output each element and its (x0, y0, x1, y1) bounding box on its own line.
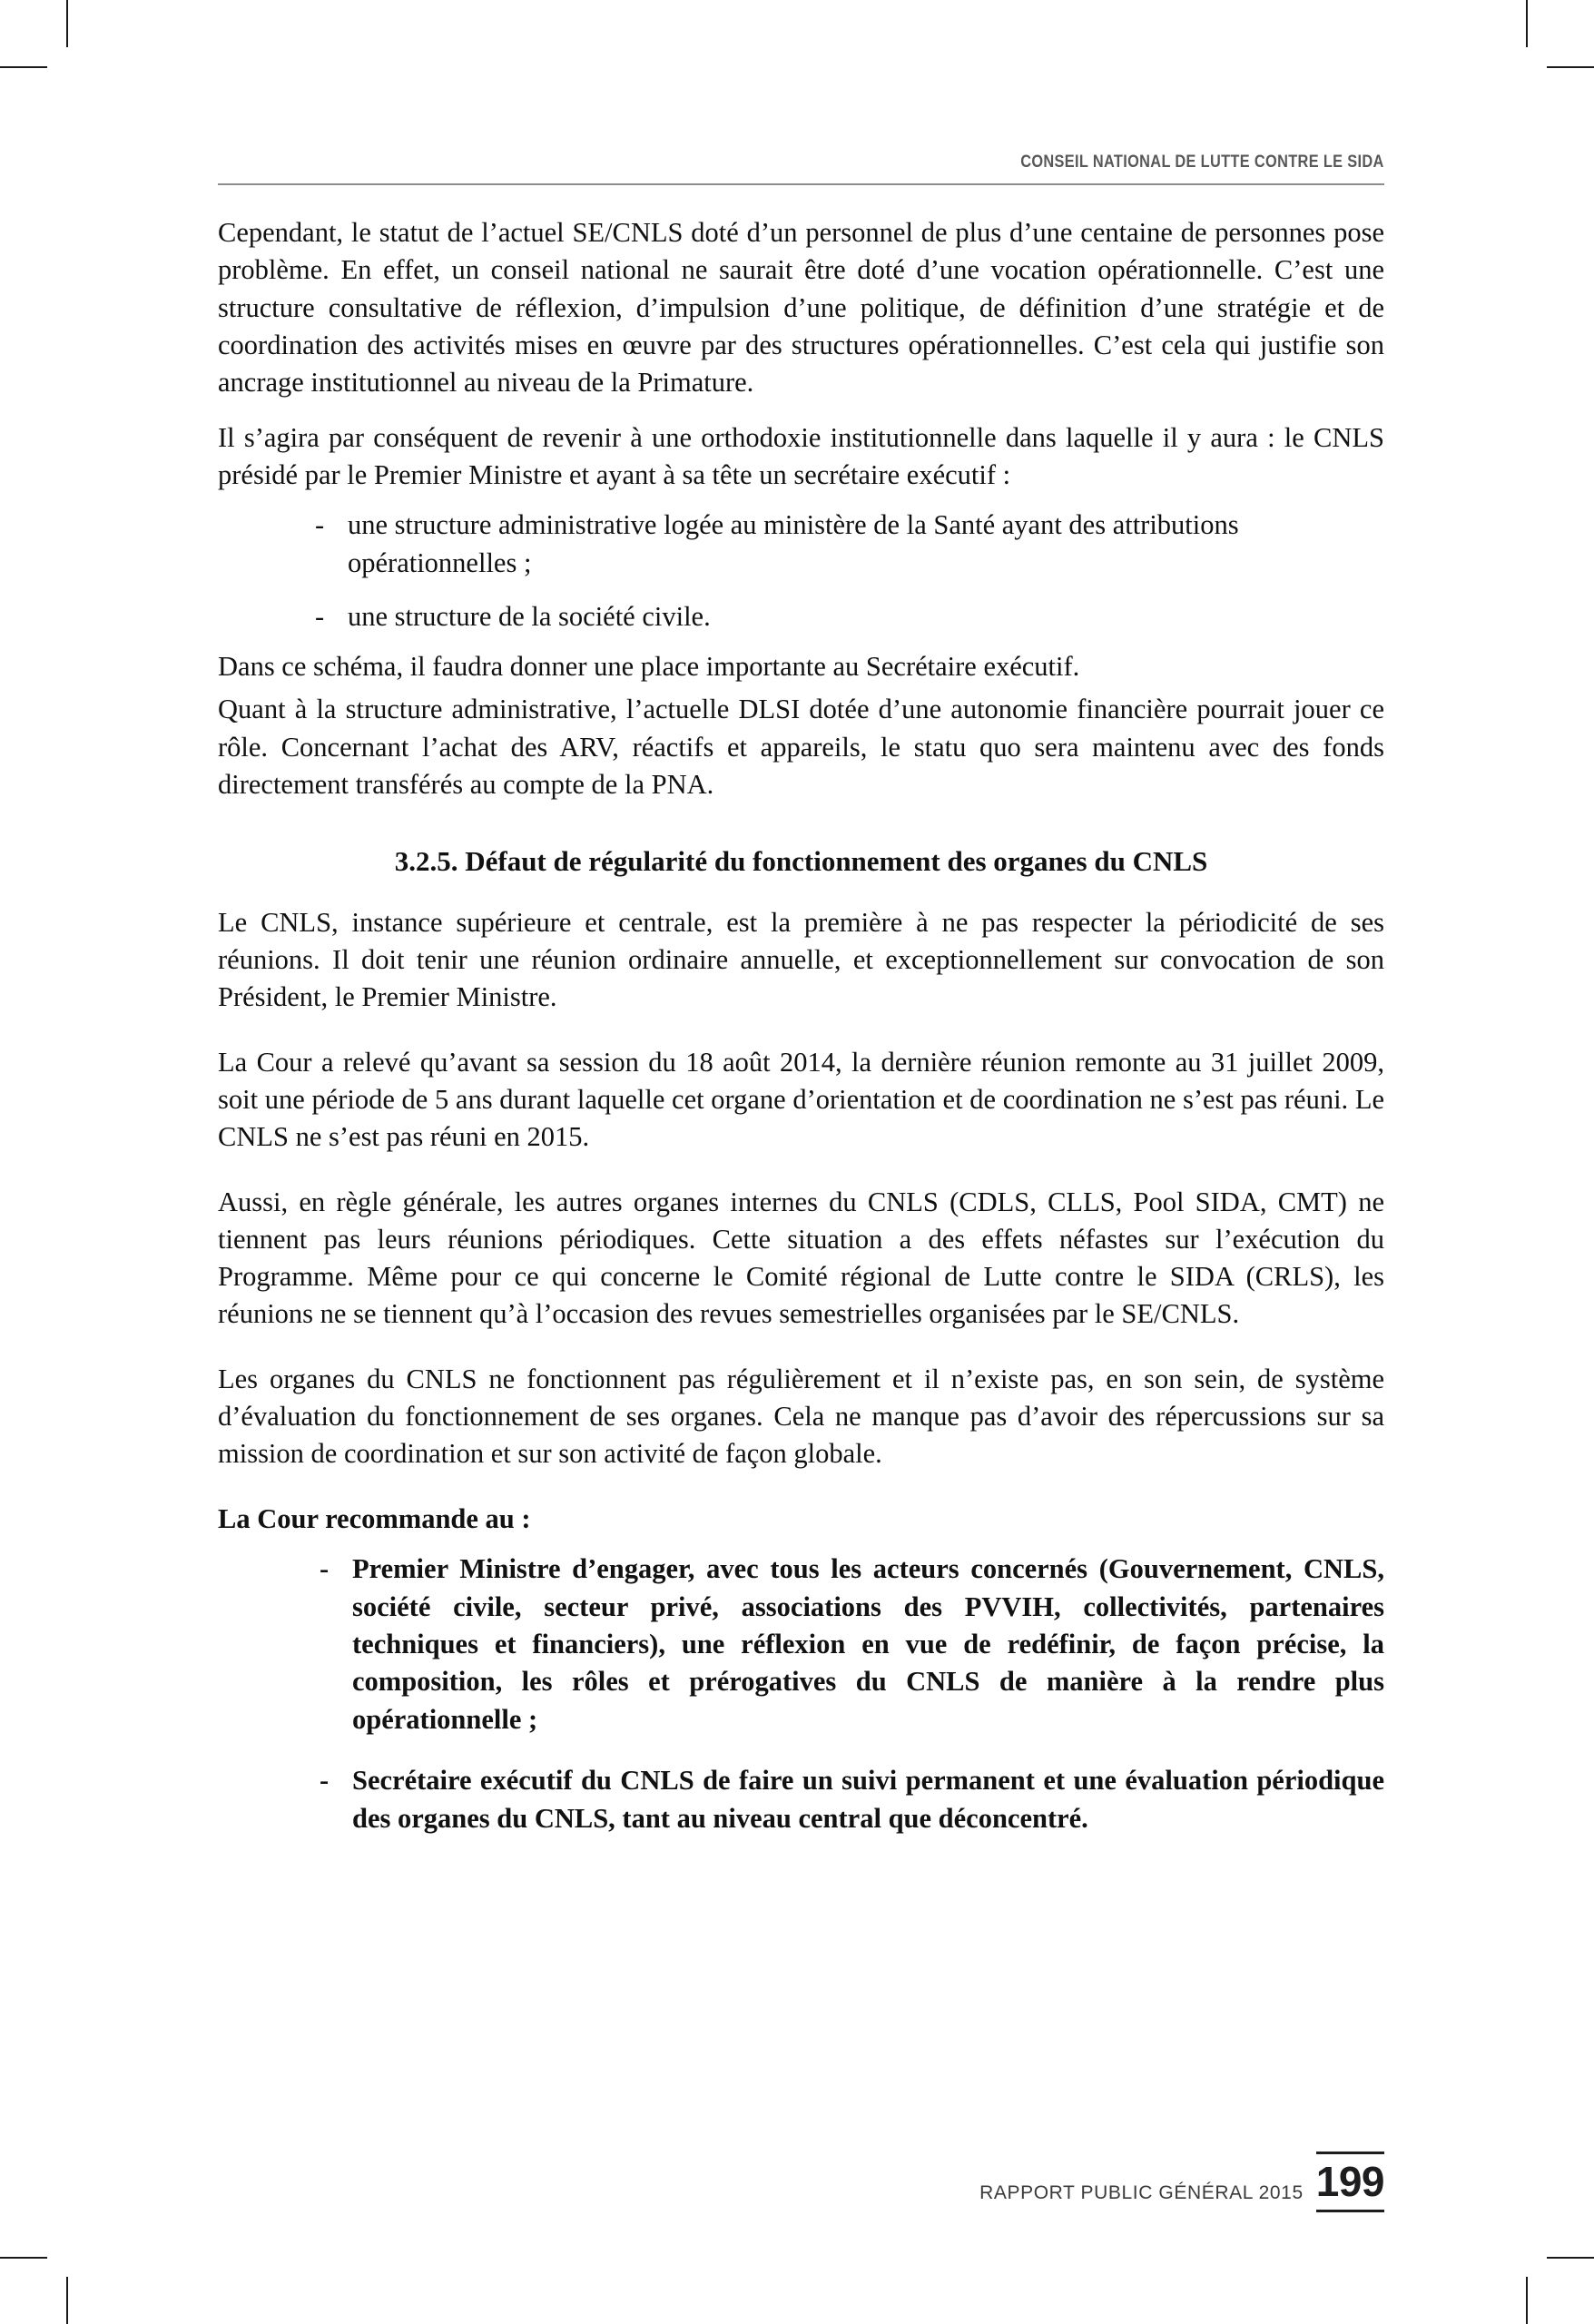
bullet-dash-icon: - (315, 600, 325, 632)
crop-mark-bottom-left-horizontal (0, 2257, 47, 2259)
list-item-label: une structure de la société civile. (348, 600, 711, 632)
paragraph-6: La Cour a relevé qu’avant sa session du 18 août 2014, la dernière réunion remonte au 31 juillet 2009, soit une période de 5 ans durant laquelle cet organe d’orientation et de coordination ne s’est pas réuni. Le CNLS ne s’est pas réuni en 2015. (218, 1046, 1384, 1153)
paragraph-4: Quant à la structure administrative, l’actuelle DLSI dotée d’une autonomie financière pourrait jouer ce rôle. Concernant l’achat des ARV, réactifs et appareils, le statu quo sera maintenu avec des fonds directement transférés au compte de la PNA. (218, 694, 1384, 801)
structure-list (218, 507, 1384, 635)
section-heading: 3.2.5. Défaut de régularité du fonctionnement des organes du CNLS (394, 845, 1208, 878)
content-column (218, 0, 1384, 2324)
crop-mark-top-left-vertical (66, 0, 68, 47)
recommendation-lead: La Cour recommande au : (218, 1502, 531, 1534)
paragraph-1: Cependant, le statut de l’actuel SE/CNLS doté d’un personnel de plus d’une centaine de personnes pose problème. En effet, un conseil national ne saurait être doté d’une vocation opérationnelle. C’est une structure consultative de réflexion, d’impulsion d’une politique, de définition d’une stratégie et de coordination des activités mises en œuvre par des structures opérationnelles. C’est cela qui justifie son ancrage institutionnel au niveau de la Primature. (218, 217, 1384, 399)
crop-mark-bottom-right-vertical (1526, 2277, 1528, 2324)
list-item-label: Secrétaire exécutif du CNLS de faire un suivi permanent et une évaluation périodique des organes du CNLS, tant au niveau central que déconcentré. (352, 1765, 1384, 1834)
document-body (218, 214, 1384, 1861)
recommendation-list (218, 1551, 1384, 1837)
paragraph-3: Dans ce schéma, il faudra donner une place importante au Secrétaire exécutif. (218, 651, 1080, 683)
list-item (313, 598, 1384, 635)
page-footer (218, 2152, 1384, 2212)
crop-mark-bottom-right-horizontal (1547, 2257, 1594, 2259)
list-item (313, 507, 1384, 582)
paragraph-2: Il s’agira par conséquent de revenir à une orthodoxie institutionnelle dans laquelle il y aura : le CNLS présidé par le Premier Ministre et ayant à sa tête un secrétaire exécutif : (218, 421, 1384, 490)
crop-mark-top-right-vertical (1526, 0, 1528, 47)
paragraph-8: Les organes du CNLS ne fonctionnent pas régulièrement et il n’existe pas, en son sein, de système d’évaluation du fonctionnement de ses organes. Cela ne manque pas d’avoir des répercussions sur sa mission de coordination et sur son activité de façon globale. (218, 1363, 1384, 1470)
paragraph-5: Le CNLS, instance supérieure et centrale, est la première à ne pas respecter la périodicité de ses réunions. Il doit tenir une réunion ordinaire annuelle, et exceptionnellement sur convocation de son Président, le Premier Ministre. (218, 906, 1384, 1013)
bullet-dash-icon: - (320, 1553, 330, 1585)
running-head (218, 153, 1384, 172)
list-item (318, 1762, 1384, 1837)
crop-mark-top-left-horizontal (0, 66, 47, 68)
paragraph-7: Aussi, en règle générale, les autres organes internes du CNLS (CDLS, CLLS, Pool SIDA, CMT) ne tiennent pas leurs réunions périodiques. Cette situation a des effets néfastes sur l’exécution du Programme. Même pour ce qui concerne le Comité régional de Lutte contre le SIDA (CRLS), les réunions ne se tiennent qu’à l’occasion des revues semestrielles organisées par le SE/CNLS. (218, 1186, 1384, 1330)
list-item-label: une structure administrative logée au ministère de la Santé ayant des attributions opérationnelles ; (348, 509, 1239, 578)
running-head-rule (218, 183, 1384, 185)
page-number: 199 (1316, 2152, 1384, 2212)
list-item-label: Premier Ministre d’engager, avec tous les acteurs concernés (Gouvernement, CNLS, société civile, secteur privé, associations des PVVIH, collectivités, partenaires techniques et financiers), une réflexion en vue de redéfinir, de façon précise, la composition, les rôles et prérogatives du CNLS de manière à la rendre plus opérationnelle ; (352, 1553, 1384, 1735)
list-item (318, 1551, 1384, 1738)
running-head-text: CONSEIL NATIONAL DE LUTTE CONTRE LE SIDA (1020, 153, 1384, 172)
bullet-dash-icon: - (320, 1765, 330, 1797)
footer-label: RAPPORT PUBLIC GÉNÉRAL 2015 (979, 2182, 1304, 2203)
crop-mark-bottom-left-vertical (66, 2277, 68, 2324)
bullet-dash-icon: - (315, 509, 325, 541)
crop-mark-top-right-horizontal (1547, 66, 1594, 68)
